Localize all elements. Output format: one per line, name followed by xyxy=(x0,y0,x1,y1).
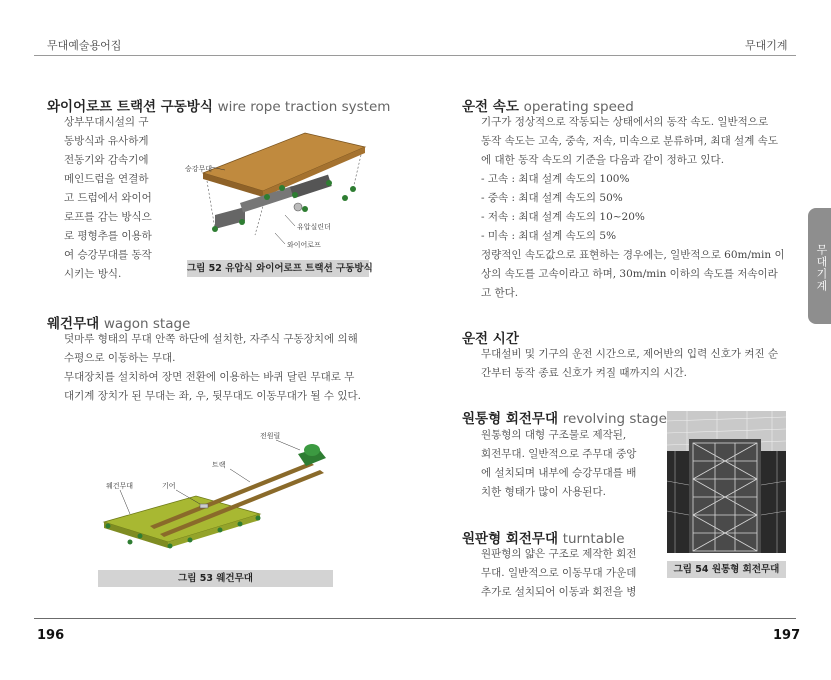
text-line: 에 설치되며 내부에 승강무대를 배 xyxy=(481,467,637,479)
wagon-stage-paragraph xyxy=(64,330,361,406)
text-line: - 고속 : 최대 설계 속도의 100% xyxy=(481,173,630,185)
text-line: 메인드럼을 연결하 xyxy=(64,173,149,185)
section-title-ko: 웨건무대 xyxy=(47,316,100,332)
side-tab-label: 무대기계 xyxy=(815,244,828,292)
text-line: 상의 속도를 고속이라고 하며, 30m/min 이하의 속도를 저속이라 xyxy=(481,268,778,280)
label-track: 트랙 xyxy=(212,461,226,469)
section-title-ko: 운전 속도 xyxy=(462,99,519,115)
text-line: 고 드럼에서 와이어 xyxy=(64,192,152,204)
section-title-ko: 와이어로프 트랙션 구동방식 xyxy=(47,99,213,115)
operating-time-paragraph xyxy=(481,345,778,383)
pulley xyxy=(294,203,302,211)
figure-53-caption: 그림 53 웨건무대 xyxy=(98,570,333,587)
section-title-en: wire rope traction system xyxy=(217,99,391,115)
gear xyxy=(200,504,208,508)
text-line: 로프를 감는 방식으 xyxy=(64,211,152,223)
text-line: 전동기와 감속기에 xyxy=(64,154,149,166)
text-line: - 미속 : 최대 설계 속도의 5% xyxy=(481,230,617,242)
label-power-reel: 전원릴 xyxy=(260,432,281,440)
power-reel-drum xyxy=(304,444,320,456)
revolving-stage-paragraph xyxy=(481,426,636,502)
text-line: 동작 속도는 고속, 중속, 저속, 미속으로 분류하며, 최대 설계 속도 xyxy=(481,135,778,147)
text-line: 정량적인 속도값으로 표현하는 경우에는, 일반적으로 60m/min 이 xyxy=(481,249,785,261)
chapter-side-tab[interactable] xyxy=(808,208,831,324)
text-line: - 저속 : 최대 설계 속도의 10~20% xyxy=(481,211,645,223)
text-line: 수평으로 이동하는 무대. xyxy=(64,352,176,364)
figure-52-illustration xyxy=(185,125,370,260)
text-line: 회전무대. 일반적으로 주무대 중앙 xyxy=(481,448,637,460)
section-title-wagon-stage xyxy=(47,312,190,332)
figure-53-illustration xyxy=(100,430,335,568)
page-number-left: 196 xyxy=(37,628,65,643)
label-wagon-stage: 웨건무대 xyxy=(106,482,134,490)
label-gear: 기어 xyxy=(162,482,176,490)
section-title-en: turntable xyxy=(562,531,625,547)
section-title-operating-time xyxy=(462,327,519,347)
footer-rule xyxy=(34,618,796,619)
section-title-revolving-stage xyxy=(462,407,667,427)
text-line: 원통형의 대형 구조물로 제작된, xyxy=(481,429,627,441)
section-title-turntable xyxy=(462,527,625,547)
label-lift-stage: 승강무대 xyxy=(185,165,213,173)
text-line: 무대설비 및 기구의 운전 시간으로, 제어반의 입력 신호가 켜진 순 xyxy=(481,348,779,360)
header-rule xyxy=(34,55,796,56)
text-line: 에 대한 동작 속도의 기준을 다음과 같이 정하고 있다. xyxy=(481,154,725,166)
text-line: 덧마루 형태의 무대 안쪽 하단에 설치한, 자주식 구동장치에 의해 xyxy=(64,333,358,345)
section-title-ko: 원판형 회전무대 xyxy=(462,531,558,547)
text-line: 상부무대시설의 구 xyxy=(64,116,149,128)
text-line: 치한 형태가 많이 사용된다. xyxy=(481,486,606,498)
section-title-en: revolving stage xyxy=(562,411,667,427)
wire-rope-paragraph xyxy=(64,113,152,284)
label-hydraulic-cylinder: 유압실린더 xyxy=(297,223,331,231)
running-header-left: 무대예술용어집 xyxy=(47,39,122,52)
text-line: 로 평형추를 이용하 xyxy=(64,230,152,242)
text-line: - 중속 : 최대 설계 속도의 50% xyxy=(481,192,623,204)
page-number-right: 197 xyxy=(773,628,801,643)
text-line: 시키는 방식. xyxy=(64,268,122,280)
base-beam xyxy=(215,207,245,229)
text-line: 동방식과 유사하게 xyxy=(64,135,149,147)
running-header-right: 무대기계 xyxy=(745,39,788,52)
section-title-en: operating speed xyxy=(523,99,634,115)
text-line: 기구가 정상적으로 작동되는 상태에서의 동작 속도. 일반적으로 xyxy=(481,116,769,128)
text-line: 무대. 일반적으로 이동무대 가운데 xyxy=(481,567,637,579)
section-title-en: wagon stage xyxy=(103,316,191,332)
text-line: 추가로 설치되어 이동과 회전을 병 xyxy=(481,586,637,598)
section-title-wire-rope xyxy=(47,95,390,115)
figure-52-caption: 그림 52 유압식 와이어로프 트랙션 구동방식 xyxy=(187,260,369,277)
figure-54-photo xyxy=(667,411,786,553)
text-line: 간부터 동작 종료 신호가 켜질 때까지의 시간. xyxy=(481,367,687,379)
text-line: 대기계 장치가 된 무대는 좌, 우, 뒷무대도 이동무대가 될 수 있다. xyxy=(64,390,361,402)
text-line: 고 한다. xyxy=(481,287,519,299)
text-line: 여 승강무대를 동작 xyxy=(64,249,152,261)
turntable-paragraph xyxy=(481,545,636,602)
figure-54-caption: 그림 54 원통형 회전무대 xyxy=(667,561,786,578)
label-wire-rope: 와이어로프 xyxy=(287,241,321,249)
section-title-ko: 운전 시간 xyxy=(462,331,519,347)
text-line: 원판형의 얇은 구조로 제작한 회전 xyxy=(481,548,637,560)
text-line: 무대장치를 설치하여 장면 전환에 이용하는 바퀴 달린 무대로 무 xyxy=(64,371,355,383)
section-title-operating-speed xyxy=(462,95,634,115)
operating-speed-paragraph xyxy=(481,113,785,303)
section-title-ko: 원통형 회전무대 xyxy=(462,411,558,427)
